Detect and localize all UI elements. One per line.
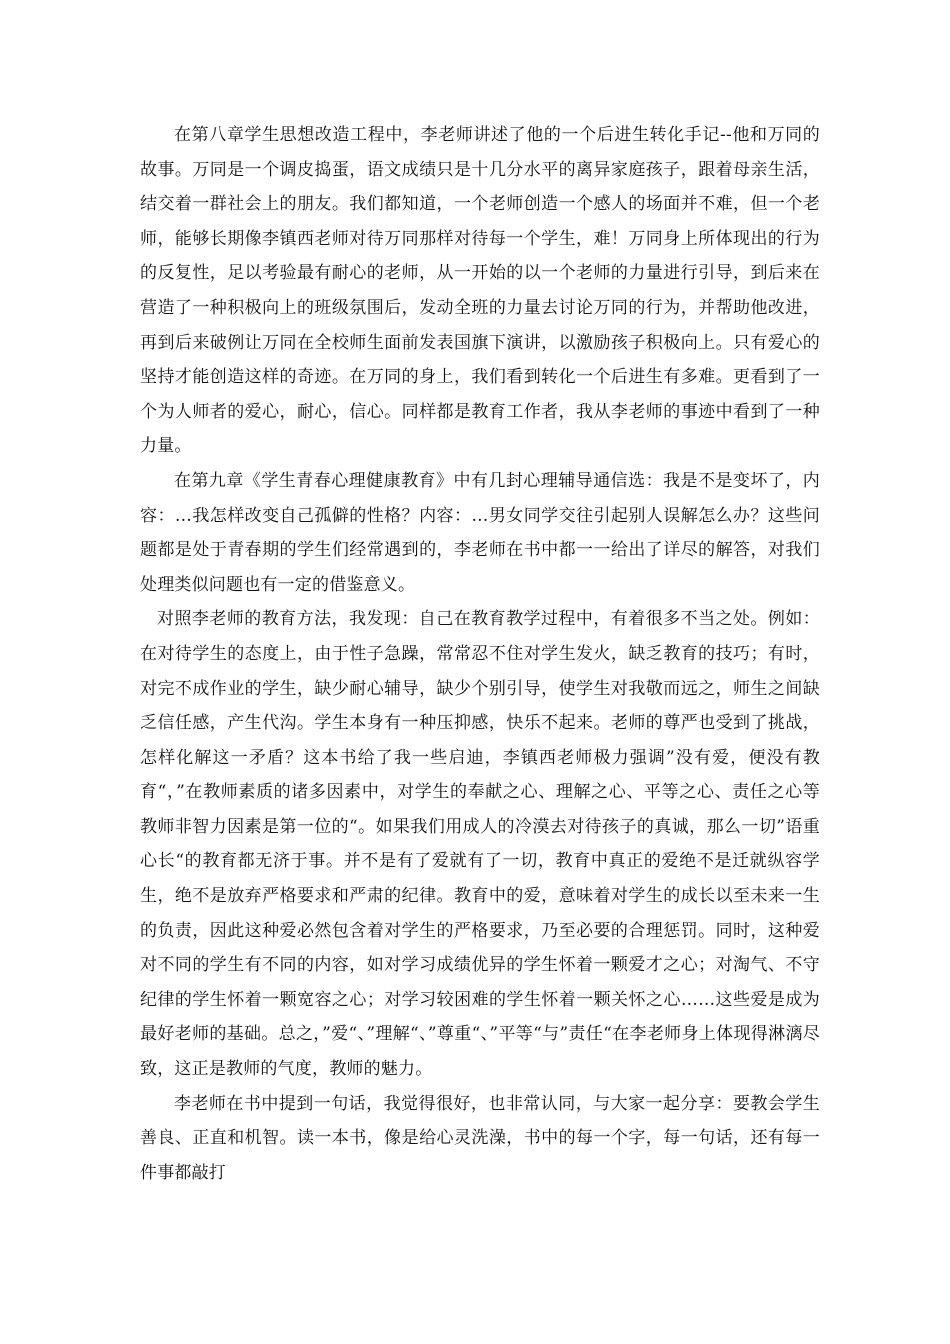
paragraph-chapter-nine: 在第九章《学生青春心理健康教育》中有几封心理辅导通信选：我是不是变坏了，内容：…我怎样改变自己孤僻的性格？内容：…男女同学交往引起别人误解怎么办？这些问题都是处于青春期的学生们经常遇到的，李老师在书中都一一给出了详尽的解答，对我们处理类似问题也有一定的借鉴意义。 bbox=[140, 470, 820, 595]
document-body bbox=[140, 118, 820, 1190]
paragraph-sharing: 李老师在书中提到一句话，我觉得很好，也非常认同，与大家一起分享：要教会学生善良、正直和机智。读一本书，像是给心灵洗澡，书中的每一个字，每一句话，还有每一件事都敲打 bbox=[140, 1093, 820, 1183]
paragraph-reflection: 对照李老师的教育方法，我发现：自己在教育教学过程中，有着很多不当之处。例如：在对待学生的态度上，由于性子急躁，常常忍不住对学生发火，缺乏教育的技巧；有时，对完不成作业的学生，缺少耐心辅导，缺少个别引导，使学生对我敬而远之，师生之间缺乏信任感，产生代沟。学生本身有一种压抑感，快乐不起来。老师的尊严也受到了挑战，怎样化解这一矛盾？这本书给了我一些启迪，李镇西老师极力强调”没有爱，便没有教育“，”在教师素质的诸多因素中，对学生的奉献之心、理解之心、平等之心、责任之心等教师非智力因素是第一位的“。如果我们用成人的冷漠去对待孩子的真诚，那么一切”语重心长“的教育都无济于事。并不是有了爱就有了一切，教育中真正的爱绝不是迁就纵容学生，绝不是放弃严格要求和严肃的纪律。教育中的爱，意味着对学生的成长以至未来一生的负责，因此这种爱必然包含着对学生的严格要求，乃至必要的合理惩罚。同时，这种爱对不同的学生有不同的内容，如对学习成绩优异的学生怀着一颗爱才之心；对淘气、不守纪律的学生怀着一颗宽容之心；对学习较困难的学生怀着一颗关怀之心……这些爱是成为最好老师的基础。总之，”爱“、”理解“、”尊重“、”平等“与”责任“在李老师身上体现得淋漓尽致，这正是教师的气度，教师的魅力。 bbox=[140, 609, 820, 1080]
paragraph-chapter-eight: 在第八章学生思想改造工程中，李老师讲述了他的一个后进生转化手记--他和万同的故事。万同是一个调皮捣蛋，语文成绩只是十几分水平的离异家庭孩子，跟着母亲生活，结交着一群社会上的朋友。我们都知道，一个老师创造一个感人的场面并不难，但一个老师，能够长期像李镇西老师对待万同那样对待每一个学生，难！万同身上所体现出的行为的反复性，足以考验最有耐心的老师，从一开始的以一个老师的力量进行引导，到后来在营造了一种积极向上的班级氛围后，发动全班的力量去讨论万同的行为，并帮助他改进，再到后来破例让万同在全校师生面前发表国旗下演讲，以激励孩子积极向上。只有爱心的坚持才能创造这样的奇迹。在万同的身上，我们看到转化一个后进生有多难。更看到了一个为人师者的爱心，耐心，信心。同样都是教育工作者，我从李老师的事迹中看到了一种力量。 bbox=[140, 125, 820, 457]
